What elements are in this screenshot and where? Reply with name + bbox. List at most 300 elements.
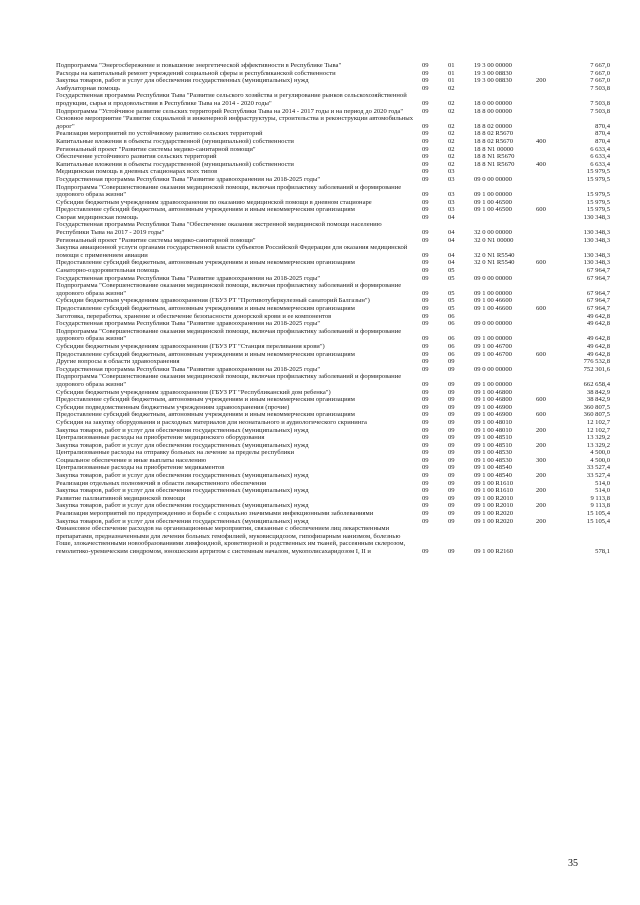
expense-name-cell: Закупка товаров, работ и услуг для обеспечения государственных (муниципальных) нужд xyxy=(56,517,309,525)
target-article-cell: 09 1 00 R2010 xyxy=(474,494,514,502)
expense-name-cell: Реализация мероприятий по предупреждению и борьбе с социально значимыми инфекционными заболеваниями xyxy=(56,510,374,518)
expense-name-cell: Закупка авиационной услуги органами государственной власти субъектов Российской Федерации для оказания медицинской помощи с применением авиации xyxy=(56,244,408,259)
section-code-cell: 09 xyxy=(422,99,429,107)
target-article-cell: 09 1 00 46900 xyxy=(474,411,512,419)
expense-type-cell xyxy=(536,115,564,130)
expense-type-cell xyxy=(536,419,564,427)
amount-cell: 12 102,7 xyxy=(586,426,610,434)
subsection-code-cell: 09 xyxy=(448,396,455,404)
target-article-cell: 09 1 00 R2020 xyxy=(474,517,514,525)
expense-name-cell: Предоставление субсидий бюджетным, автономным учреждениям и иным некоммерческим организациям xyxy=(56,259,355,267)
amount-cell: 9 113,8 xyxy=(590,494,610,502)
table-row xyxy=(56,404,610,412)
expense-type-cell xyxy=(536,130,564,138)
subsection-code-cell: 09 xyxy=(448,403,455,411)
expense-name-cell: Региональный проект "Развитие системы медико-санитарной помощи" xyxy=(56,145,256,153)
expense-type-cell xyxy=(536,199,564,207)
expense-name-cell: Заготовка, переработка, хранение и обеспечение безопасности донорской крови и ее компонентов xyxy=(56,312,332,320)
subsection-code-cell: 09 xyxy=(448,487,455,495)
expense-name-cell: Обеспечение устойчивого развития сельских территорий xyxy=(56,153,217,161)
expense-name-cell: Медицинская помощь в дневных стационарах всех типов xyxy=(56,168,218,176)
amount-cell: 6 633,4 xyxy=(590,160,610,168)
amount-cell: 752 301,6 xyxy=(583,365,610,373)
subsection-code-cell: 01 xyxy=(448,69,455,77)
expense-type-cell: 300 xyxy=(536,456,546,464)
subsection-code-cell: 01 xyxy=(448,77,455,85)
expense-name-cell: Централизованные расходы на приобретение медикаментов xyxy=(56,464,225,472)
amount-cell: 7 503,8 xyxy=(590,107,610,115)
section-code-cell: 09 xyxy=(422,153,429,161)
amount-cell: 7 503,8 xyxy=(590,99,610,107)
expense-name-cell: Субсидии бюджетным учреждениям здравоохранения (ГБУЗ РТ "Противотуберкулезный санаторий Балгазын") xyxy=(56,297,370,305)
amount-cell: 67 964,7 xyxy=(586,297,610,305)
target-article-cell: 09 1 00 48010 xyxy=(474,426,512,434)
target-article-cell: 32 0 N1 00000 xyxy=(474,236,514,244)
expense-type-cell xyxy=(536,358,564,366)
amount-cell: 578,1 xyxy=(595,548,610,555)
expense-type-cell xyxy=(536,176,564,184)
amount-cell: 514,0 xyxy=(595,479,610,487)
subsection-code-cell: 09 xyxy=(448,456,455,464)
section-code-cell: 09 xyxy=(422,77,429,85)
subsection-code-cell: 03 xyxy=(448,168,455,176)
amount-cell: 49 642,8 xyxy=(586,320,610,328)
expense-type-cell: 600 xyxy=(536,305,546,312)
table-row xyxy=(56,206,610,214)
section-code-cell: 09 xyxy=(422,168,429,176)
target-article-cell: 09 1 00 00000 xyxy=(474,335,512,343)
section-code-cell: 09 xyxy=(422,418,429,426)
section-code-cell: 09 xyxy=(422,517,429,525)
table-row xyxy=(56,85,610,93)
amount-cell: 15 979,5 xyxy=(586,191,610,199)
table-row xyxy=(56,449,610,457)
expense-name-cell: Закупка товаров, работ и услуг для обеспечения государственных (муниципальных) нужд xyxy=(56,502,309,510)
amount-cell: 33 527,4 xyxy=(586,464,610,472)
amount-cell: 7 667,0 xyxy=(590,69,610,77)
expense-name-cell: Закупка товаров, работ и услуг для обеспечения государственных (муниципальных) нужд xyxy=(56,487,309,495)
amount-cell: 67 964,7 xyxy=(586,267,610,275)
target-article-cell: 32 0 N1 R5540 xyxy=(474,259,515,267)
budget-table xyxy=(56,62,610,556)
target-article-cell: 18 0 00 00000 xyxy=(474,99,512,107)
target-article-cell: 09 1 00 46700 xyxy=(474,350,512,358)
subsection-code-cell: 09 xyxy=(448,365,455,373)
expense-name-cell: Подпрограмма "Совершенствование оказания медицинской помощи, включая профилактику заболеваний и формирование здорового образа жизни" xyxy=(56,282,402,297)
amount-cell: 514,0 xyxy=(595,487,610,495)
target-article-cell: 18 8 02 R5670 xyxy=(474,130,514,138)
expense-name-cell: Централизованные расходы на приобретение медицинского оборудования xyxy=(56,434,265,442)
subsection-code-cell: 02 xyxy=(448,145,455,153)
table-row xyxy=(56,282,610,297)
section-code-cell: 09 xyxy=(422,312,429,320)
subsection-code-cell: 09 xyxy=(448,449,455,457)
expense-name-cell: Централизованные расходы на отправку больных на лечение за пределы республики xyxy=(56,449,295,457)
expense-name-cell: Закупка товаров, работ и услуг для обеспечения государственных (муниципальных) нужд xyxy=(56,441,309,449)
amount-cell: 15 979,5 xyxy=(586,198,610,206)
table-row xyxy=(56,92,610,107)
subsection-code-cell: 09 xyxy=(448,418,455,426)
expense-name-cell: Подпрограмма "Совершенствование оказания медицинской помощи, включая профилактику заболеваний и формирование здорового образа жизни" xyxy=(56,327,402,343)
subsection-code-cell: 02 xyxy=(448,84,455,92)
target-article-cell: 09 1 00 R1610 xyxy=(474,487,514,495)
subsection-code-cell: 03 xyxy=(448,198,455,206)
expense-type-cell: 600 xyxy=(536,411,546,419)
subsection-code-cell: 09 xyxy=(448,502,455,510)
expense-type-cell xyxy=(536,464,564,472)
expense-type-cell xyxy=(536,480,564,488)
section-code-cell: 09 xyxy=(422,69,429,77)
section-code-cell: 09 xyxy=(422,229,429,237)
target-article-cell: 09 1 00 00000 xyxy=(474,380,512,388)
subsection-code-cell: 03 xyxy=(448,206,455,214)
table-row xyxy=(56,366,610,374)
target-article-cell: 09 1 00 48530 xyxy=(474,449,512,457)
target-article-cell: 19 3 00 00000 xyxy=(474,62,512,69)
expense-name-cell: Расходы на капитальный ремонт учреждений социальной сферы и республиканской собственности xyxy=(56,69,336,77)
section-code-cell: 09 xyxy=(422,175,429,183)
section-code-cell: 09 xyxy=(422,510,429,518)
table-row xyxy=(56,146,610,154)
amount-cell: 38 842,9 xyxy=(586,388,610,396)
table-row xyxy=(56,411,610,419)
table-row xyxy=(56,244,610,259)
subsection-code-cell: 09 xyxy=(448,494,455,502)
target-article-cell: 09 1 00 48540 xyxy=(474,472,512,480)
table-row xyxy=(56,275,610,283)
expense-name-cell: Социальное обеспечение и иные выплаты населению xyxy=(56,456,207,464)
expense-name-cell: Закупка товаров, работ и услуг для обеспечения государственных (муниципальных) нужд xyxy=(56,426,309,434)
table-row xyxy=(56,434,610,442)
subsection-code-cell: 09 xyxy=(448,464,455,472)
expense-name-cell: Реализация отдельных полномочий в области лекарственного обеспечения xyxy=(56,479,267,487)
subsection-code-cell: 02 xyxy=(448,107,455,115)
target-article-cell: 18 8 N1 R5670 xyxy=(474,153,515,161)
target-article-cell: 19 3 00 08830 xyxy=(474,77,512,85)
subsection-code-cell: 09 xyxy=(448,479,455,487)
amount-cell: 7 503,8 xyxy=(590,84,610,92)
expense-name-cell: Реализация мероприятий по устойчивому развитию сельских территорий xyxy=(56,130,263,138)
subsection-code-cell: 05 xyxy=(448,289,455,297)
expense-name-cell: Государственная программа Республики Тыва "Развитие здравоохранения на 2018-2025 годы" xyxy=(56,365,321,373)
table-row xyxy=(56,472,610,480)
amount-cell: 15 979,5 xyxy=(586,206,610,214)
expense-type-cell xyxy=(536,495,564,503)
section-code-cell: 09 xyxy=(422,213,429,221)
expense-type-cell xyxy=(536,214,564,222)
amount-cell: 130 348,3 xyxy=(583,236,610,244)
amount-cell: 12 102,7 xyxy=(586,418,610,426)
section-code-cell: 09 xyxy=(422,479,429,487)
target-article-cell: 09 1 00 46600 xyxy=(474,305,512,312)
table-row xyxy=(56,267,610,275)
subsection-code-cell: 04 xyxy=(448,259,455,267)
subsection-code-cell: 05 xyxy=(448,267,455,275)
subsection-code-cell: 04 xyxy=(448,251,455,259)
expense-type-cell: 400 xyxy=(536,160,546,168)
subsection-code-cell: 06 xyxy=(448,342,455,350)
expense-type-cell xyxy=(536,525,564,555)
section-code-cell: 09 xyxy=(422,160,429,168)
section-code-cell: 09 xyxy=(422,289,429,297)
section-code-cell: 09 xyxy=(422,305,429,312)
section-code-cell: 09 xyxy=(422,320,429,328)
target-article-cell xyxy=(474,168,536,176)
table-row xyxy=(56,396,610,404)
table-row xyxy=(56,305,610,313)
table-row xyxy=(56,221,610,236)
target-article-cell: 09 1 00 48510 xyxy=(474,434,512,442)
expense-name-cell: Региональный проект "Развитие системы медико-санитарной помощи" xyxy=(56,236,256,244)
expense-type-cell: 200 xyxy=(536,487,546,495)
table-row xyxy=(56,138,610,146)
expense-name-cell: Подпрограмма "Энергосбережение и повышение энергетической эффективности в Республике Тыва" xyxy=(56,62,342,69)
target-article-cell: 09 1 00 00000 xyxy=(474,191,512,199)
section-code-cell: 09 xyxy=(422,342,429,350)
expense-type-cell: 200 xyxy=(536,502,546,510)
amount-cell: 67 964,7 xyxy=(586,289,610,297)
section-code-cell: 09 xyxy=(422,107,429,115)
amount-cell: 130 348,3 xyxy=(583,251,610,259)
target-article-cell: 18 8 00 00000 xyxy=(474,107,512,115)
page-number: 35 xyxy=(568,858,578,869)
expense-type-cell xyxy=(536,510,564,518)
subsection-code-cell: 09 xyxy=(448,380,455,388)
section-code-cell: 09 xyxy=(422,297,429,305)
target-article-cell xyxy=(474,214,536,222)
expense-type-cell xyxy=(536,449,564,457)
section-code-cell: 09 xyxy=(422,548,429,555)
table-row xyxy=(56,480,610,488)
amount-cell: 49 642,8 xyxy=(586,312,610,320)
target-article-cell: 09 1 00 48010 xyxy=(474,418,512,426)
target-article-cell xyxy=(474,85,536,93)
table-row xyxy=(56,427,610,435)
amount-cell: 15 105,4 xyxy=(586,510,610,518)
subsection-code-cell: 02 xyxy=(448,99,455,107)
expense-type-cell xyxy=(536,282,564,297)
table-row xyxy=(56,161,610,169)
expense-name-cell: Финансовое обеспечение расходов на организационные мероприятия, связанные с обеспечением лиц лекарственными препаратами, предназначенными для лечения больных гемофилией, муковисцидозом, гипофизарным нанизмом, болезнью Гоше, злокачественными новообразованиями лимфоидной, кроветворной и родственных им тканей, рассеянным склерозом, гемолитико-уремическим синдромом, юношеским артритом с системным началом, мукополисахаридозом I, II и xyxy=(56,525,406,555)
expense-name-cell: Государственная программа Республики Тыва "Развитие здравоохранения на 2018-2025 годы" xyxy=(56,274,321,282)
expense-type-cell xyxy=(536,146,564,154)
target-article-cell: 09 0 00 00000 xyxy=(474,175,512,183)
expense-name-cell: Государственная программа Республики Тыва "Развитие здравоохранения на 2018-2025 годы" xyxy=(56,320,321,328)
amount-cell: 4 500,0 xyxy=(590,449,610,457)
expense-type-cell xyxy=(536,373,564,388)
expense-name-cell: Государственная программа Республики Тыва "Обеспечение оказания экстренной медицинской помощи населению Республики Тыва на 2017 - 2019 годы" xyxy=(56,221,382,237)
table-row xyxy=(56,464,610,472)
expense-name-cell: Субсидии бюджетным учреждениям здравоохранения по оказанию медицинской помощи в дневном стационаре xyxy=(56,198,372,206)
amount-cell: 13 329,2 xyxy=(586,434,610,442)
expense-name-cell: Скорая медицинская помощь xyxy=(56,213,138,221)
subsection-code-cell: 09 xyxy=(448,358,455,366)
expense-name-cell: Субсидии бюджетным учреждениям здравоохранения (ГБУЗ РТ "Республиканский дом ребенка") xyxy=(56,388,331,396)
amount-cell: 662 658,4 xyxy=(583,380,610,388)
target-article-cell: 09 1 00 46900 xyxy=(474,403,512,411)
table-row xyxy=(56,510,610,518)
expense-type-cell: 400 xyxy=(536,137,546,145)
table-row xyxy=(56,259,610,267)
amount-cell: 130 348,3 xyxy=(583,213,610,221)
section-code-cell: 09 xyxy=(422,472,429,480)
expense-type-cell xyxy=(536,366,564,374)
table-row xyxy=(56,115,610,130)
section-code-cell: 09 xyxy=(422,494,429,502)
subsection-code-cell: 09 xyxy=(448,426,455,434)
amount-cell: 13 329,2 xyxy=(586,441,610,449)
section-code-cell: 09 xyxy=(422,251,429,259)
table-row xyxy=(56,358,610,366)
table-row xyxy=(56,419,610,427)
section-code-cell: 09 xyxy=(422,358,429,366)
amount-cell: 4 500,0 xyxy=(590,456,610,464)
table-row xyxy=(56,525,610,555)
section-code-cell: 09 xyxy=(422,145,429,153)
subsection-code-cell: 09 xyxy=(448,472,455,480)
target-article-cell: 09 1 00 46600 xyxy=(474,297,512,305)
section-code-cell: 09 xyxy=(422,487,429,495)
expense-type-cell: 600 xyxy=(536,396,546,404)
target-article-cell: 09 1 00 46500 xyxy=(474,198,512,206)
section-code-cell: 09 xyxy=(422,335,429,343)
target-article-cell: 09 1 00 48510 xyxy=(474,441,512,449)
section-code-cell: 09 xyxy=(422,441,429,449)
table-row xyxy=(56,373,610,388)
expense-name-cell: Санаторно-оздоровительная помощь xyxy=(56,267,160,275)
target-article-cell: 09 0 00 00000 xyxy=(474,274,512,282)
subsection-code-cell: 02 xyxy=(448,122,455,130)
amount-cell: 870,4 xyxy=(595,137,610,145)
table-row xyxy=(56,214,610,222)
section-code-cell: 09 xyxy=(422,350,429,358)
target-article-cell: 19 3 00 08830 xyxy=(474,69,512,77)
expense-type-cell xyxy=(536,404,564,412)
expense-name-cell: Субсидии подведомственным бюджетным учреждениям здравоохранения (прочие) xyxy=(56,403,290,411)
amount-cell: 15 979,5 xyxy=(586,175,610,183)
table-row xyxy=(56,351,610,359)
expense-type-cell xyxy=(536,85,564,93)
table-row xyxy=(56,184,610,199)
subsection-code-cell: 09 xyxy=(448,411,455,419)
target-article-cell: 09 0 00 00000 xyxy=(474,320,512,328)
subsection-code-cell: 06 xyxy=(448,350,455,358)
expense-name-cell: Подпрограмма "Совершенствование оказания медицинской помощи, включая профилактику заболеваний и формирование здорового образа жизни" xyxy=(56,373,402,388)
section-code-cell: 09 xyxy=(422,464,429,472)
subsection-code-cell: 03 xyxy=(448,191,455,199)
expense-name-cell: Развитие паллиативной медицинской помощи xyxy=(56,494,186,502)
expense-name-cell: Закупка товаров, работ и услуг для обеспечения государственных (муниципальных) нужд xyxy=(56,472,309,480)
expense-name-cell: Закупка товаров, работ и услуг для обеспечения государственных (муниципальных) нужд xyxy=(56,77,309,85)
amount-cell: 38 842,9 xyxy=(586,396,610,404)
table-row xyxy=(56,518,610,526)
target-article-cell xyxy=(474,313,536,321)
table-row xyxy=(56,108,610,116)
amount-cell: 15 105,4 xyxy=(586,517,610,525)
table-row xyxy=(56,199,610,207)
target-article-cell: 09 1 00 R2160 xyxy=(474,548,514,555)
section-code-cell: 09 xyxy=(422,259,429,267)
expense-name-cell: Основное мероприятие "Развитие социальной и инженерной инфраструктуры, строительства и реконструкции автомобильных дорог" xyxy=(56,115,414,130)
section-code-cell: 09 xyxy=(422,130,429,138)
target-article-cell: 09 1 00 46500 xyxy=(474,206,512,214)
section-code-cell: 09 xyxy=(422,449,429,457)
target-article-cell: 09 1 00 R2020 xyxy=(474,510,514,518)
expense-name-cell: Субсидия на закупку оборудования и расходных материалов для неонатального и аудиологического скрининга xyxy=(56,418,367,426)
expense-name-cell: Государственная программа Республики Тыва "Развитие сельского хозяйства и регулирование рынков сельскохозяйственной продукции, сырья и продовольствия в Республике Тыва на 2014 - 2020 годы" xyxy=(56,92,407,107)
table-row xyxy=(56,495,610,503)
expense-type-cell: 200 xyxy=(536,77,546,85)
subsection-code-cell: 09 xyxy=(448,517,455,525)
table-row xyxy=(56,176,610,184)
amount-cell: 870,4 xyxy=(595,130,610,138)
target-article-cell: 18 8 N1 R5670 xyxy=(474,160,515,168)
amount-cell: 130 348,3 xyxy=(583,229,610,237)
expense-name-cell: Государственная программа Республики Тыва "Развитие здравоохранения на 2018-2025 годы" xyxy=(56,175,321,183)
subsection-code-cell: 05 xyxy=(448,305,455,312)
table-row xyxy=(56,130,610,138)
amount-cell: 6 633,4 xyxy=(590,145,610,153)
expense-type-cell xyxy=(536,108,564,116)
target-article-cell: 09 1 00 48530 xyxy=(474,456,512,464)
subsection-code-cell: 09 xyxy=(448,434,455,442)
amount-cell: 67 964,7 xyxy=(586,274,610,282)
amount-cell: 360 807,5 xyxy=(583,411,610,419)
amount-cell: 7 667,0 xyxy=(590,62,610,69)
section-code-cell: 09 xyxy=(422,122,429,130)
expense-type-cell xyxy=(536,92,564,107)
target-article-cell: 09 1 00 46800 xyxy=(474,388,512,396)
table-row xyxy=(56,487,610,495)
expense-name-cell: Предоставление субсидий бюджетным, автономным учреждениям и иным некоммерческим организациям xyxy=(56,396,355,404)
section-code-cell: 09 xyxy=(422,426,429,434)
expense-type-cell: 200 xyxy=(536,472,546,480)
section-code-cell: 09 xyxy=(422,456,429,464)
expense-type-cell xyxy=(536,313,564,321)
expense-type-cell xyxy=(536,389,564,397)
expense-type-cell xyxy=(536,275,564,283)
table-row xyxy=(56,70,610,78)
expense-name-cell: Другие вопросы в области здравоохранения xyxy=(56,358,180,366)
subsection-code-cell: 09 xyxy=(448,388,455,396)
table-row xyxy=(56,153,610,161)
expense-name-cell: Амбулаторная помощь xyxy=(56,84,120,92)
expense-type-cell xyxy=(536,184,564,199)
table-row xyxy=(56,343,610,351)
section-code-cell: 09 xyxy=(422,62,429,69)
expense-type-cell xyxy=(536,237,564,245)
amount-cell: 49 642,8 xyxy=(586,342,610,350)
section-code-cell: 09 xyxy=(422,396,429,404)
subsection-code-cell: 06 xyxy=(448,335,455,343)
section-code-cell: 09 xyxy=(422,236,429,244)
expense-type-cell: 600 xyxy=(536,350,546,358)
expense-type-cell xyxy=(536,343,564,351)
target-article-cell: 18 8 N1 00000 xyxy=(474,145,514,153)
subsection-code-cell: 06 xyxy=(448,312,455,320)
expense-type-cell xyxy=(536,320,564,328)
subsection-code-cell: 05 xyxy=(448,274,455,282)
section-code-cell: 09 xyxy=(422,365,429,373)
amount-cell: 130 348,3 xyxy=(583,259,610,267)
section-code-cell: 09 xyxy=(422,137,429,145)
section-code-cell: 09 xyxy=(422,198,429,206)
expense-name-cell: Подпрограмма "Устойчивое развитие сельских территорий Республики Тыва на 2014 - 2017 годы и на период до 2020 года" xyxy=(56,107,404,115)
amount-cell: 870,4 xyxy=(595,122,610,130)
amount-cell: 67 964,7 xyxy=(586,305,610,312)
subsection-code-cell: 02 xyxy=(448,137,455,145)
amount-cell: 6 633,4 xyxy=(590,153,610,161)
